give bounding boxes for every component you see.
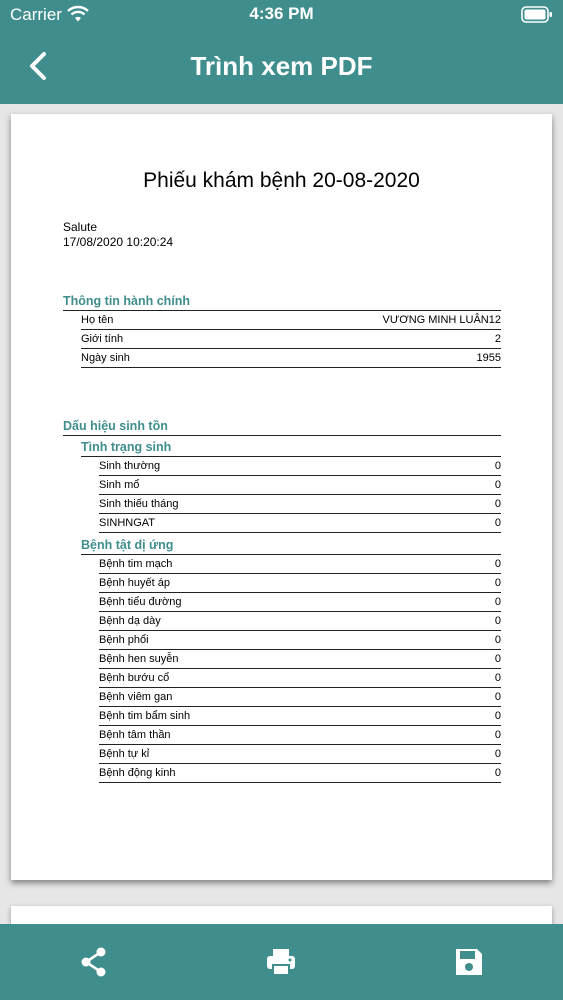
row-label: Bệnh tim mạch: [99, 558, 173, 570]
clock: 4:36 PM: [249, 4, 314, 23]
row-value: 0: [494, 653, 501, 665]
table-row: [99, 745, 501, 764]
table-row: [81, 311, 501, 330]
table-row: [99, 555, 501, 574]
row-label: Bệnh tiểu đường: [99, 596, 182, 608]
table-row: [81, 330, 501, 349]
row-label: Sinh thiếu tháng: [99, 498, 179, 510]
document-title: Phiếu khám bệnh 20-08-2020: [143, 169, 420, 192]
table-row: [99, 495, 501, 514]
row-value: 0: [494, 767, 501, 779]
table-row: [99, 612, 501, 631]
bottom-toolbar: [0, 924, 563, 1000]
row-value: 0: [494, 517, 501, 529]
section-heading-admin: Thông tin hành chính: [63, 294, 191, 308]
row-value: 0: [494, 498, 501, 510]
pdf-viewer[interactable]: [0, 104, 563, 924]
table-row: [99, 764, 501, 783]
row-label: Sinh thường: [99, 460, 161, 472]
row-label: Bệnh phổi: [99, 634, 149, 646]
row-label: Ngày sinh: [81, 352, 130, 364]
row-label: Bệnh tâm thần: [99, 729, 171, 741]
row-value: 0: [494, 710, 501, 722]
row-value: 0: [494, 558, 501, 570]
row-label: Bệnh động kinh: [99, 767, 176, 779]
pdf-page: [11, 906, 552, 924]
document-author: Salute: [63, 220, 98, 234]
subsection-heading-illness: Bệnh tật dị ứng: [81, 538, 174, 552]
table-row: [99, 707, 501, 726]
row-value: 0: [494, 634, 501, 646]
row-value: 0: [494, 729, 501, 741]
row-value: 0: [494, 691, 501, 703]
table-row: [99, 476, 501, 495]
row-value: 0: [494, 460, 501, 472]
row-label: Bệnh tự kỉ: [99, 748, 150, 760]
save-icon[interactable]: [453, 946, 485, 978]
page-title: Trình xem PDF: [190, 51, 373, 81]
row-label: Họ tên: [81, 314, 114, 326]
row-value: 1955: [476, 352, 501, 364]
section-heading-vitals: Dấu hiệu sinh tồn: [63, 419, 168, 433]
table-row: [99, 650, 501, 669]
row-label: Bệnh viêm gan: [99, 691, 173, 703]
print-icon[interactable]: [265, 946, 297, 978]
row-label: Bệnh dạ dày: [99, 615, 161, 627]
pdf-page: [11, 114, 552, 880]
row-value: 0: [494, 577, 501, 589]
row-value: 0: [494, 596, 501, 608]
table-row: [99, 688, 501, 707]
table-row: [99, 457, 501, 476]
table-row: [81, 349, 501, 368]
row-value: 0: [494, 479, 501, 491]
row-label: Bệnh huyết áp: [99, 577, 170, 589]
row-label: Bệnh tim bẩm sinh: [99, 710, 191, 722]
row-value: 0: [494, 615, 501, 627]
status-bar: [0, 0, 563, 30]
row-value: 2: [494, 333, 501, 345]
table-row: [99, 574, 501, 593]
app-header: [0, 0, 563, 104]
table-row: [99, 514, 501, 533]
carrier-label: Carrier: [10, 5, 62, 24]
table-row: [99, 593, 501, 612]
row-label: Giới tính: [81, 333, 124, 345]
document-timestamp: 17/08/2020 10:20:24: [63, 235, 174, 249]
battery-icon: [521, 6, 553, 23]
table-row: [99, 726, 501, 745]
document-meta: [63, 220, 173, 250]
row-label: Sinh mổ: [99, 479, 140, 491]
table-row: [99, 631, 501, 650]
row-label: Bệnh hen suyễn: [99, 653, 179, 665]
subsection-heading-birth: Tình trạng sinh: [81, 440, 172, 454]
row-value: VƯƠNG MINH LUÂN12: [382, 314, 501, 326]
row-value: 0: [494, 672, 501, 684]
share-icon[interactable]: [78, 946, 110, 978]
row-label: SINHNGAT: [99, 517, 156, 529]
row-label: Bệnh bướu cổ: [99, 672, 170, 684]
table-row: [99, 669, 501, 688]
row-value: 0: [494, 748, 501, 760]
section-rule: [63, 435, 501, 436]
